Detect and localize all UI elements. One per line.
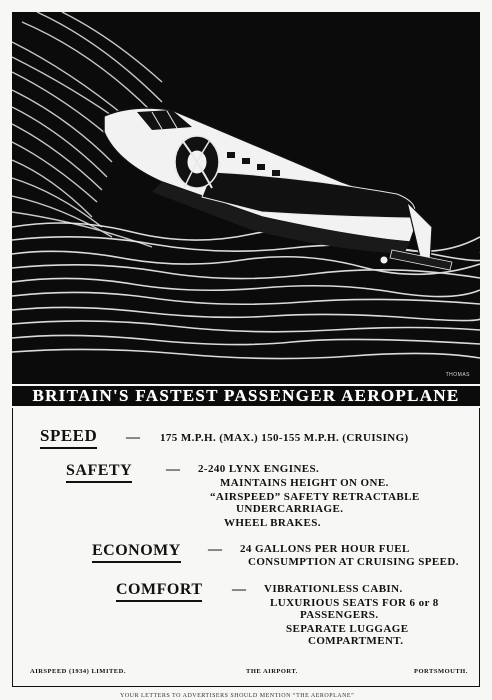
- airplane-drawing: [12, 12, 480, 384]
- spec-economy-dash: —: [208, 542, 222, 557]
- spec-safety-line-5: WHEEL BRAKES.: [224, 517, 321, 529]
- spec-economy-line-1: 24 GALLONS PER HOUR FUEL: [240, 543, 410, 555]
- spec-safety-dash: —: [166, 462, 180, 477]
- spec-safety-line-1: 2-240 LYNX ENGINES.: [198, 463, 320, 475]
- footer-company: AIRSPEED (1934) LIMITED.: [30, 668, 126, 675]
- footer-city: PORTSMOUTH.: [414, 668, 468, 675]
- spec-comfort-line-4: SEPARATE LUGGAGE: [286, 623, 409, 635]
- spec-economy-line-2: CONSUMPTION AT CRUISING SPEED.: [248, 556, 459, 568]
- spec-economy-heading: ECONOMY: [92, 542, 181, 563]
- cutoff-bottom-line: YOUR LETTERS TO ADVERTISERS SHOULD MENTION “THE AEROPLANE”: [120, 693, 355, 699]
- spec-safety-line-4: UNDERCARRIAGE.: [236, 503, 344, 515]
- artist-signature: THOMAS: [445, 372, 470, 378]
- spec-safety-heading: SAFETY: [66, 462, 132, 483]
- spec-comfort-line-2: LUXURIOUS SEATS FOR 6 or 8: [270, 597, 439, 609]
- headline-banner: BRITAIN'S FASTEST PASSENGER AEROPLANE: [12, 386, 480, 406]
- spec-comfort-heading: COMFORT: [116, 581, 202, 602]
- spec-comfort-line-5: COMPARTMENT.: [308, 635, 404, 647]
- spec-comfort-line-1: VIBRATIONLESS CABIN.: [264, 583, 403, 595]
- spec-comfort-dash: —: [232, 582, 246, 597]
- spec-safety-line-3: “AIRSPEED” SAFETY RETRACTABLE: [210, 491, 420, 503]
- spec-speed-heading: SPEED: [40, 426, 97, 449]
- aircraft-illustration: [12, 12, 480, 384]
- spec-safety-line-2: MAINTAINS HEIGHT ON ONE.: [220, 477, 389, 489]
- spec-speed-dash: —: [126, 430, 140, 445]
- spec-speed-line-1: 175 M.P.H. (MAX.) 150-155 M.P.H. (CRUISING): [160, 432, 409, 444]
- footer-address: THE AIRPORT.: [246, 668, 298, 675]
- spec-comfort-line-3: PASSENGERS.: [300, 609, 379, 621]
